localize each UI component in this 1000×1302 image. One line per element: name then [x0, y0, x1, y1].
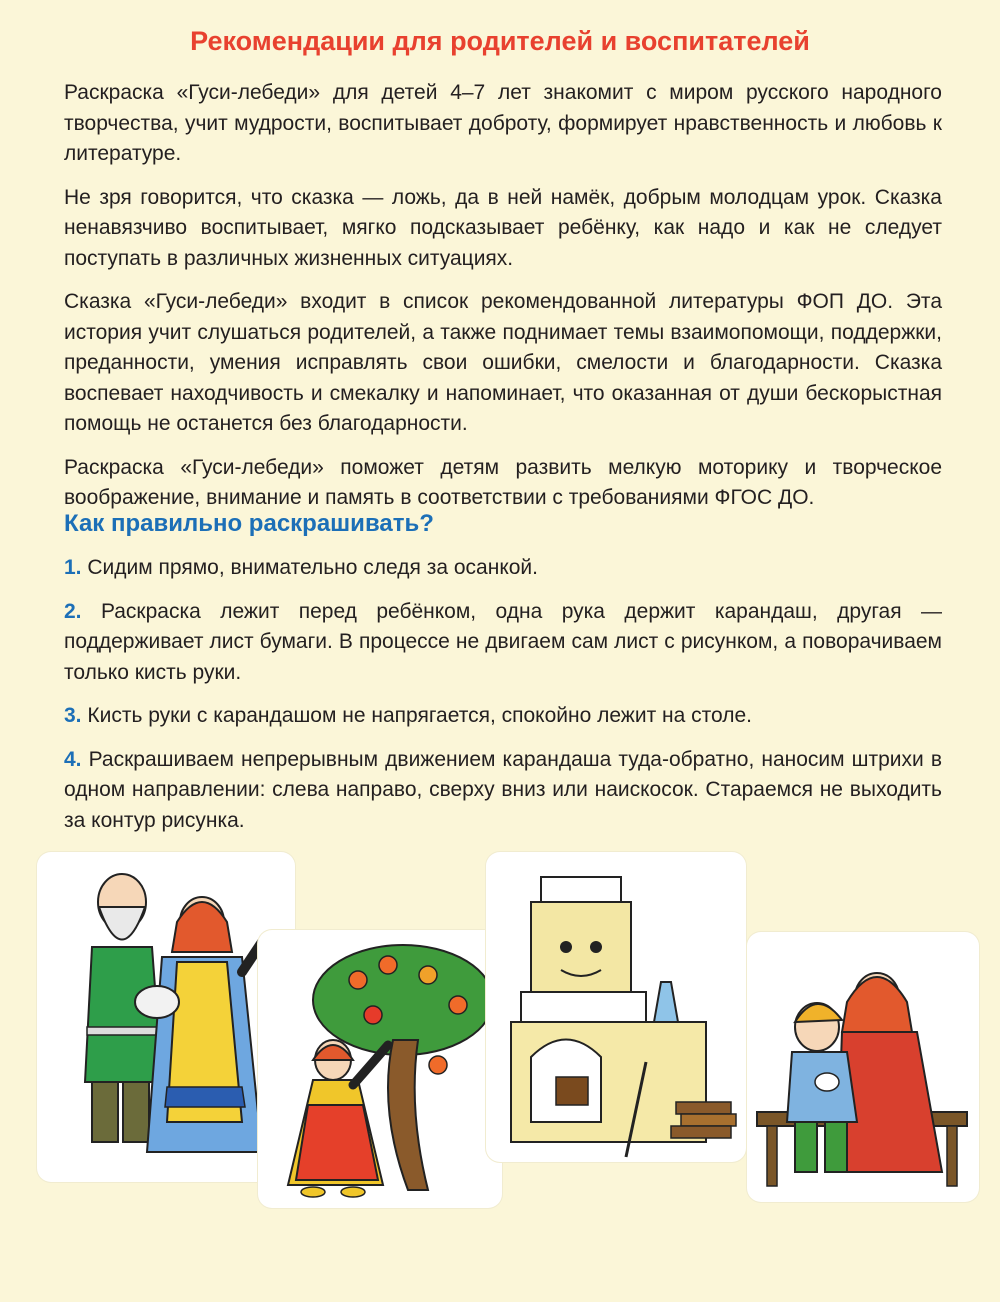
paragraph: Раскраска «Гуси-лебеди» поможет детям развить мелкую моторику и творческое воображение, внимание и память в соответствии с требованиями ФГОС ДО.	[64, 455, 942, 509]
step-text: Кисть руки с карандашом не напрягается, спокойно лежит на столе.	[87, 704, 753, 727]
step-number: 1.	[64, 556, 82, 579]
illustration-stove	[486, 852, 746, 1162]
step-item	[64, 701, 942, 732]
intro-text	[64, 78, 942, 514]
step-number: 4.	[64, 747, 82, 771]
step-text: Сидим прямо, внимательно следя за осанкой.	[87, 556, 538, 579]
old-couple-drawing	[37, 852, 295, 1182]
step-item	[64, 597, 942, 689]
section-heading: Как правильно раскрашивать?	[64, 510, 434, 537]
page-title: Рекомендации для родителей и воспитателей	[190, 26, 810, 56]
illustration-mother-son	[747, 932, 979, 1202]
stove-drawing	[486, 852, 746, 1162]
step-text: Раскраска лежит перед ребёнком, одна рука держит карандаш, другая — поддерживает лист бумаги. В процессе не двигаем сам лист с рисунком, а поворачиваем только кисть руки.	[64, 599, 942, 684]
step-number: 2.	[64, 599, 82, 623]
mother-son-drawing	[747, 932, 979, 1202]
steps-list	[64, 553, 942, 836]
step-number: 3.	[64, 704, 82, 727]
paragraph: Сказка «Гуси-лебеди» входит в список рекомендованной литературы ФОП ДО. Эта история учит слушаться родителей, а также поднимает темы взаимопомощи, поддержки, преданности, умения исправлять свои ошибки, смелости и благодарности. Сказка воспевает находчивость и смекалку и напоминает, что оказанная от души бескорыстная помощь не останется без благодарности.	[64, 290, 942, 435]
paragraph: Не зря говорится, что сказка — ложь, да в ней намёк, добрым молодцам урок. Сказка ненавязчиво воспитывает, мягко подсказывает ребёнку, как надо и как не следует поступать в различных жизненных ситуациях.	[64, 185, 942, 270]
illustration-girl-apple-tree	[258, 930, 502, 1208]
paragraph: Раскраска «Гуси-лебеди» для детей 4–7 лет знакомит с миром русского народного творчества, учит мудрости, воспитывает доброту, формирует нравственность и любовь к литературе.	[64, 81, 942, 165]
illustration-old-couple	[37, 852, 295, 1182]
step-item	[64, 745, 942, 837]
step-item	[64, 553, 942, 584]
step-text: Раскрашиваем непрерывным движением карандаша туда-обратно, наносим штрихи в одном направлении: слева направо, сверху вниз или наискосок. Стараемся не выходить за контур рисунка.	[64, 747, 943, 832]
apple-tree-drawing	[258, 930, 502, 1208]
